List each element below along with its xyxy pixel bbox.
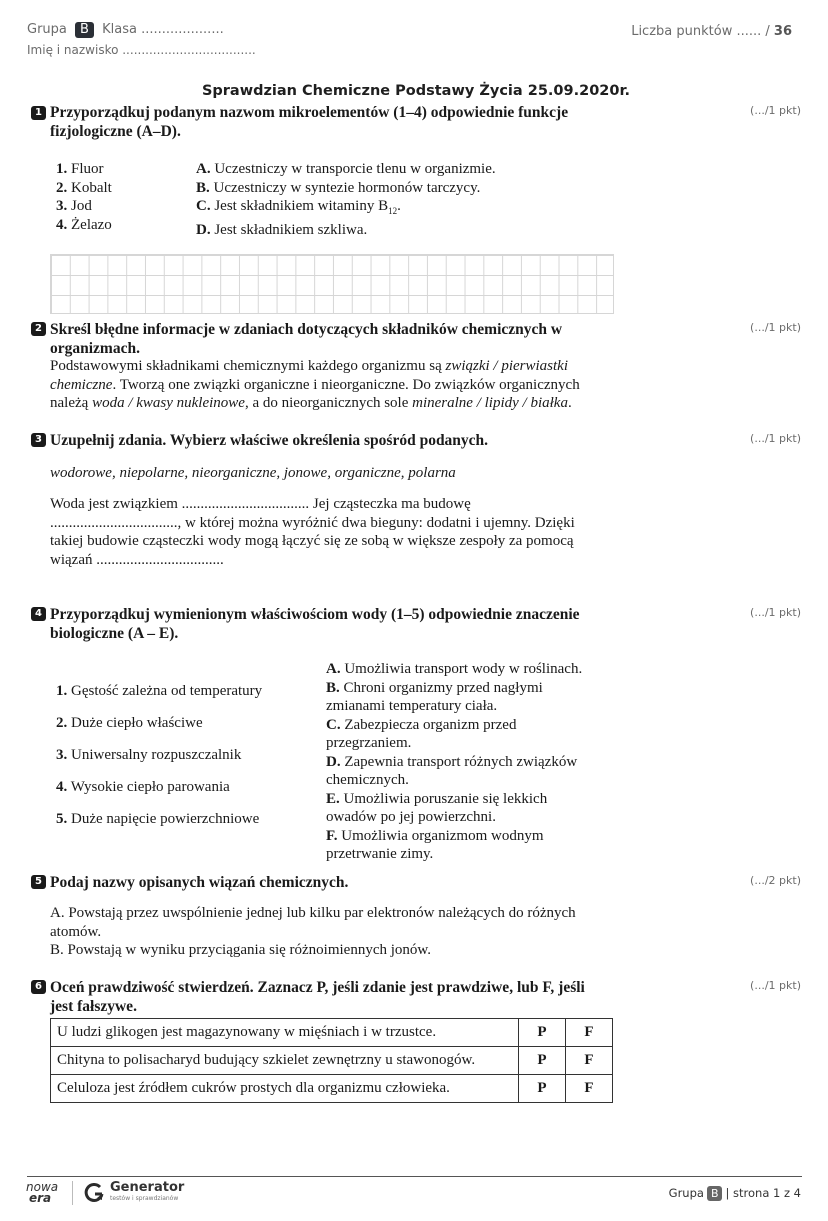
false-option[interactable]: F — [566, 1047, 613, 1075]
choice-3[interactable]: mineralne / lipidy / białka — [412, 395, 568, 411]
page-indicator: Grupa B | strona 1 z 4 — [668, 1186, 801, 1200]
statement: U ludzi glikogen jest magazynowany w mięśniach i w trzustce. — [51, 1019, 519, 1047]
list-item: B. Chroni organizmy przed nagłymi zmianami temperatury ciała. — [326, 679, 543, 714]
footer-group-badge: B — [707, 1186, 723, 1201]
question-3-points: (.../1 pkt) — [750, 432, 801, 445]
group-badge: B — [75, 22, 94, 38]
true-option[interactable]: P — [519, 1047, 566, 1075]
generator-subtitle: testów i sprawdzianów — [110, 1195, 179, 1202]
choice-1[interactable]: związki / pierwiastki chemiczne — [50, 358, 568, 393]
question-1-points: (.../1 pkt) — [750, 104, 801, 117]
bond-description-b: B. Powstają w wyniku przyciągania się różnoimiennych jonów. — [50, 942, 432, 958]
list-item: 4. Wysokie ciepło parowania — [56, 779, 230, 795]
false-option[interactable]: F — [566, 1019, 613, 1047]
table-row — [51, 1019, 613, 1047]
question-2-text: Podstawowymi składnikami chemicznymi każdego organizmu są związki / pierwiastki chemiczne. Tworzą one związki organiczne i nieorganiczne. Do związków organicznych należą woda / kwasy nukleinowe, a do nieorganicznych sole mineralne / lipidy / białka. — [50, 358, 580, 411]
question-number-badge: 6 — [31, 980, 46, 994]
question-1-title: Przyporządkuj podanym nazwom mikroelementów (1–4) odpowiednie funkcje fizjologiczne (A–D). — [50, 104, 569, 140]
q1-functions-list — [196, 160, 616, 239]
list-item: 1. Fluor — [56, 161, 104, 177]
list-item: 2. Kobalt — [56, 179, 112, 196]
list-item: A. Umożliwia transport wody w roślinach. — [326, 661, 583, 677]
logo-divider — [72, 1181, 73, 1205]
statement: Celuloza jest źródłem cukrów prostych dla organizmu człowieka. — [51, 1075, 519, 1103]
question-6-points: (.../1 pkt) — [750, 979, 801, 992]
question-5-points: (.../2 pkt) — [750, 874, 801, 887]
question-3-title: Uzupełnij zdania. Wybierz właściwe określenia spośród podanych. — [50, 432, 489, 449]
nowa-era-logo: nowa era — [26, 1180, 59, 1205]
question-2-points: (.../1 pkt) — [750, 321, 801, 334]
list-item: 2. Duże ciepło właściwe — [56, 715, 203, 731]
generator-logo-icon — [83, 1182, 105, 1204]
question-number-badge: 2 — [31, 322, 46, 336]
header-group-line — [27, 22, 224, 38]
question-6-title: Oceń prawdziwość stwierdzeń. Zaznacz P, jeśli zdanie jest prawdziwe, lub F, jeśli jest fałszywe. — [50, 979, 585, 1015]
generator-name: Generator — [110, 1180, 185, 1195]
question-2-title: Skreśl błędne informacje w zdaniach dotyczących składników chemicznych w organizmach. — [50, 321, 563, 357]
table-row — [51, 1047, 613, 1075]
fill-in-text[interactable]: Woda jest związkiem .................................. Jej cząsteczka ma budowę .................................., w której można wyróżnić dwa bieguny: dodatni i ujemny. Dzięki takiej budowie cząsteczki wody mogą łączyć się ze sobą w większe zespoły za pomocą wiązań .................................. — [50, 496, 575, 568]
list-item: 3. Uniwersalny rozpuszczalnik — [56, 747, 242, 763]
points-label: Liczba punktów ...... / — [631, 24, 770, 39]
table-row — [51, 1075, 613, 1103]
group-label: Grupa — [27, 22, 67, 37]
question-number-badge: 4 — [31, 607, 46, 621]
points-total: 36 — [773, 24, 792, 39]
question-5-title: Podaj nazwy opisanych wiązań chemicznych. — [50, 874, 349, 891]
word-options: wodorowe, niepolarne, nieorganiczne, jonowe, organiczne, polarna — [50, 465, 456, 481]
page-title: Sprawdzian Chemiczne Podstawy Życia 25.09.2020r. — [201, 83, 631, 99]
list-item: B. Uczestniczy w syntezie hormonów tarczycy. — [196, 179, 481, 196]
list-item: 4. Żelazo — [56, 216, 112, 233]
true-option[interactable]: P — [519, 1075, 566, 1103]
bond-description-a: A. Powstają przez uwspólnienie jednej lub kilku par elektronów należących do różnych atomów. — [50, 905, 576, 940]
question-number-badge: 3 — [31, 433, 46, 447]
name-field[interactable]: Imię i nazwisko ................................... — [27, 43, 256, 57]
question-4-title: Przyporządkuj wymienionym właściwościom wody (1–5) odpowiednie znaczenie biologiczne (A – E). — [50, 606, 580, 642]
list-item: C. Zabezpiecza organizm przed przegrzaniem. — [326, 716, 517, 751]
true-false-table — [50, 1018, 613, 1103]
list-item: C. Jest składnikiem witaminy $B_{12}$. — [196, 198, 401, 216]
points-summary — [631, 24, 792, 39]
statement: Chityna to polisacharyd budujący szkielet zewnętrzny u stawonogów. — [51, 1047, 519, 1075]
class-field[interactable]: Klasa .................... — [102, 22, 224, 37]
q4-meanings-list — [326, 660, 601, 864]
false-option[interactable]: F — [566, 1075, 613, 1103]
list-item: 3. Jod — [56, 198, 92, 214]
q4-properties-list — [56, 682, 316, 842]
list-item: E. Umożliwia poruszanie się lekkich owadów po jej powierzchni. — [326, 790, 548, 825]
list-item: 5. Duże napięcie powierzchniowe — [56, 811, 260, 827]
list-item: 1. Gęstość zależna od temperatury — [56, 683, 263, 699]
true-option[interactable]: P — [519, 1019, 566, 1047]
q1-elements-list — [56, 160, 196, 234]
question-number-badge: 1 — [31, 106, 46, 120]
list-item: D. Jest składnikiem szkliwa. — [196, 221, 368, 238]
question-4-points: (.../1 pkt) — [750, 606, 801, 619]
question-number-badge: 5 — [31, 875, 46, 889]
answer-grid[interactable] — [50, 254, 614, 314]
list-item: D. Zapewnia transport różnych związków chemicznych. — [326, 753, 578, 788]
choice-2[interactable]: woda / kwasy nukleinowe — [92, 395, 245, 411]
footer-divider — [27, 1176, 802, 1177]
list-item: A. Uczestniczy w transporcie tlenu w organizmie. — [196, 161, 496, 177]
list-item: F. Umożliwia organizmom wodnym przetrwanie zimy. — [326, 827, 544, 862]
